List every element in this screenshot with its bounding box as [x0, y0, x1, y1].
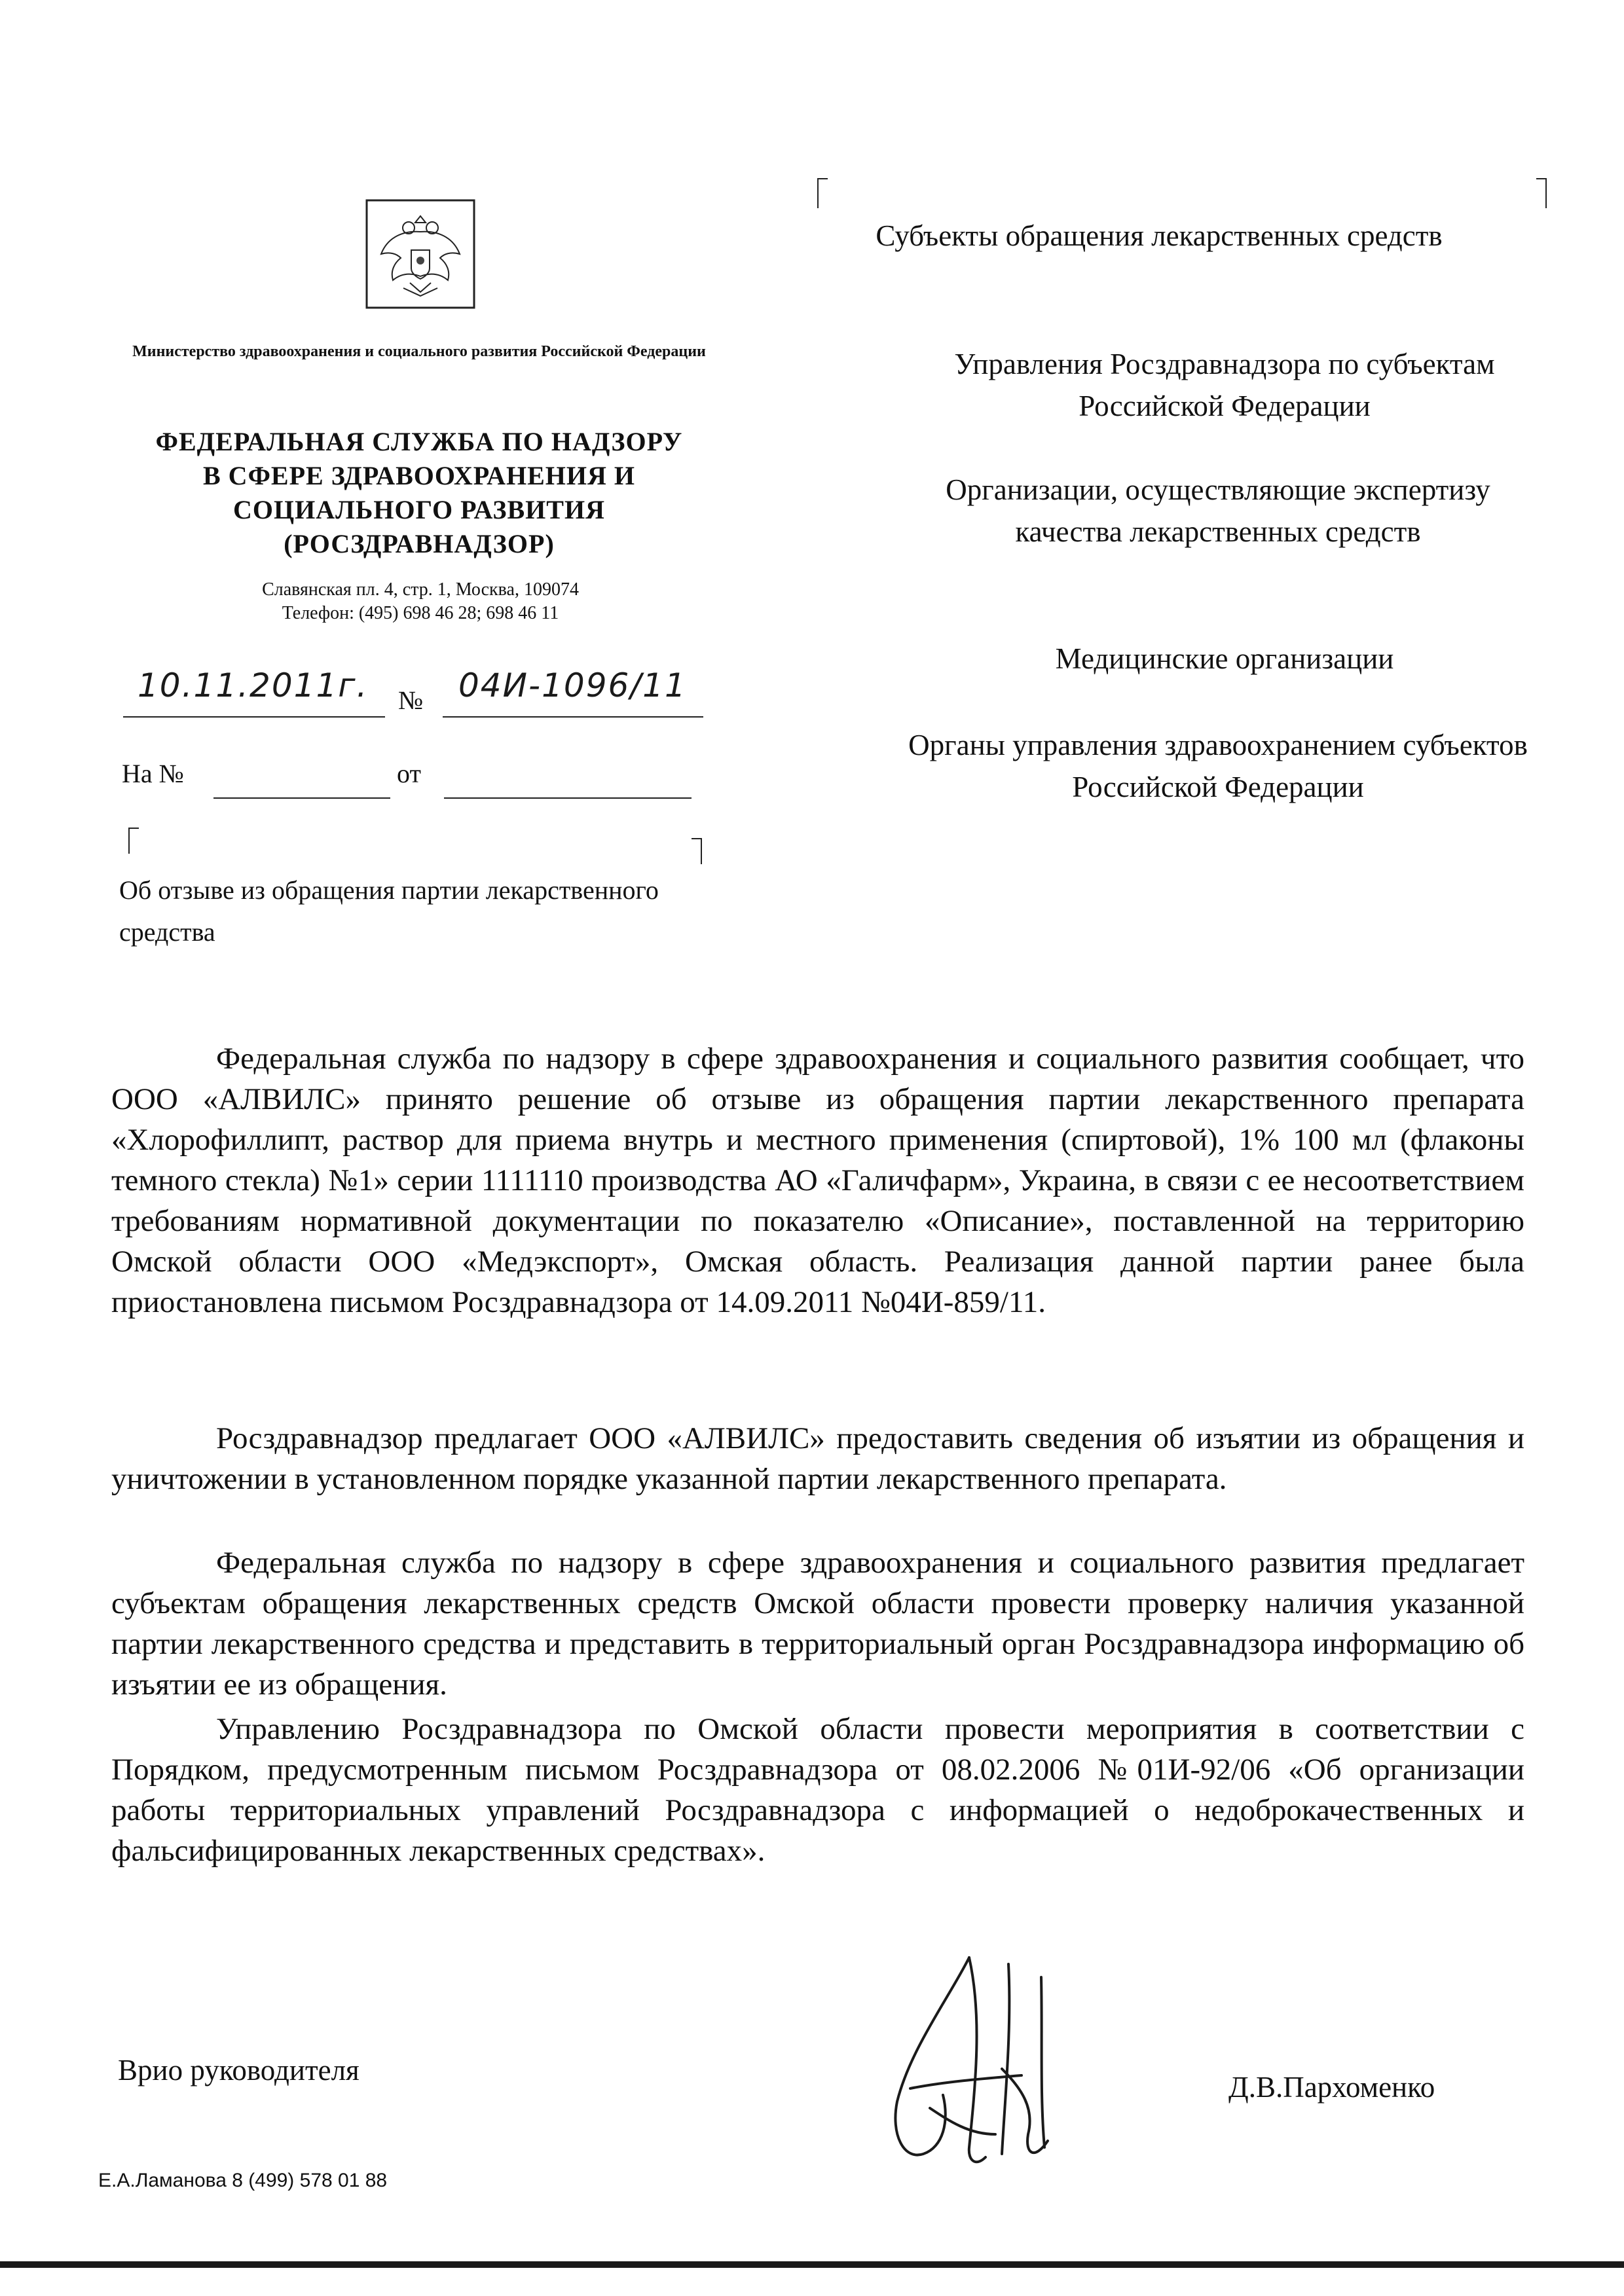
addressee-1: Субъекты обращения лекарственных средств	[876, 219, 1443, 252]
addressee-3: Организации, осуществляющие экспертизу качества лекарственных средств	[946, 473, 1490, 548]
reference-date-blank	[444, 797, 692, 799]
reference-from-label: от	[397, 759, 421, 788]
agency-phone: Телефон: (495) 698 46 28; 698 46 11	[282, 603, 559, 623]
executor-contact: Е.А.Ламанова 8 (499) 578 01 88	[98, 2170, 388, 2191]
subject-corner-left	[128, 828, 139, 854]
body-paragraph-3: Федеральная служба по надзору в сфере здравоохранения и социального развития предлагает субъектам обращения лекарственных средств Омской области провести проверку наличия указанной партии лекарственного средства и представить в территориальный орган Росздравнадзора информацию об изъятии ее из обращения.	[111, 1546, 1524, 1702]
agency-name-line-3: СОЦИАЛЬНОГО РАЗВИТИЯ	[233, 495, 605, 524]
addressee-4: Медицинские организации	[1055, 642, 1394, 675]
addressee-corner-left	[817, 178, 828, 208]
letter-subject: Об отзыве из обращения партии лекарственного средства	[119, 875, 659, 947]
body-paragraph-4: Управлению Росздравнадзора по Омской области провести мероприятия в соответствии с Порядком, предусмотренным письмом Росздравнадзора от 08.02.2006 №01И-92/06 «Об организации работы территориальных управлений Росздравнадзора с информацией о недоброкачественных и фальсифицированных лекарственных средствах».	[111, 1712, 1524, 1868]
reference-number-blank	[213, 797, 390, 799]
bottom-scan-border	[0, 2261, 1624, 2268]
addressee-2: Управления Росздравнадзора по субъектам Российской Федерации	[954, 348, 1495, 422]
addressee-5: Органы управления здравоохранением субъектов Российской Федерации	[908, 729, 1528, 803]
agency-name-line-4: (РОСЗДРАВНАДЗОР)	[284, 529, 555, 558]
addressee-corner-right	[1536, 178, 1547, 208]
agency-address: Славянская пл. 4, стр. 1, Москва, 109074	[262, 579, 579, 600]
subject-corner-right	[692, 838, 702, 864]
number-label: №	[398, 685, 424, 715]
handwritten-signature	[871, 1938, 1080, 2200]
reference-label: На №	[122, 759, 184, 788]
signatory-name: Д.В.Пархоменко	[1228, 2071, 1435, 2104]
body-paragraph-1: Федеральная служба по надзору в сфере здравоохранения и социального развития сообщает, что ООО «АЛВИЛС» принято решение об отзыве из обращения партии лекарственного препарата «Хлорофиллипт, раствор для приема внутрь и местного применения (спиртовой), 1% 100 мл (флаконы темного стекла) №1» серии 1111110 производства АО «Галичфарм», Украина, в связи с ее несоответствием требованиям нормативной документации по показателю «Описание», поставленной на территорию Омской области ООО «Медэкспорт», Омская область. Реализация данной партии ранее была приостановлена письмом Росздравнадзора от 14.09.2011 №04И-859/11.	[111, 1042, 1524, 1319]
ministry-name: Министерство здравоохранения и социального развития Российской Федерации	[132, 343, 706, 360]
body-paragraph-2: Росздравнадзор предлагает ООО «АЛВИЛС» предоставить сведения об изъятии из обращения и уничтожении в установленном порядке указанной партии лекарственного препарата.	[111, 1421, 1524, 1496]
registration-number: 04И-1096/11	[458, 666, 687, 704]
agency-name-line-2: В СФЕРЕ ЗДРАВООХРАНЕНИЯ И	[203, 461, 635, 490]
signatory-position: Врио руководителя	[118, 2054, 360, 2086]
agency-name-line-1: ФЕДЕРАЛЬНАЯ СЛУЖБА ПО НАДЗОРУ	[155, 427, 683, 456]
date-underline	[123, 716, 385, 718]
number-underline	[443, 716, 703, 718]
registration-date: 10.11.2011г.	[138, 666, 369, 704]
coat-of-arms-icon	[364, 198, 477, 310]
